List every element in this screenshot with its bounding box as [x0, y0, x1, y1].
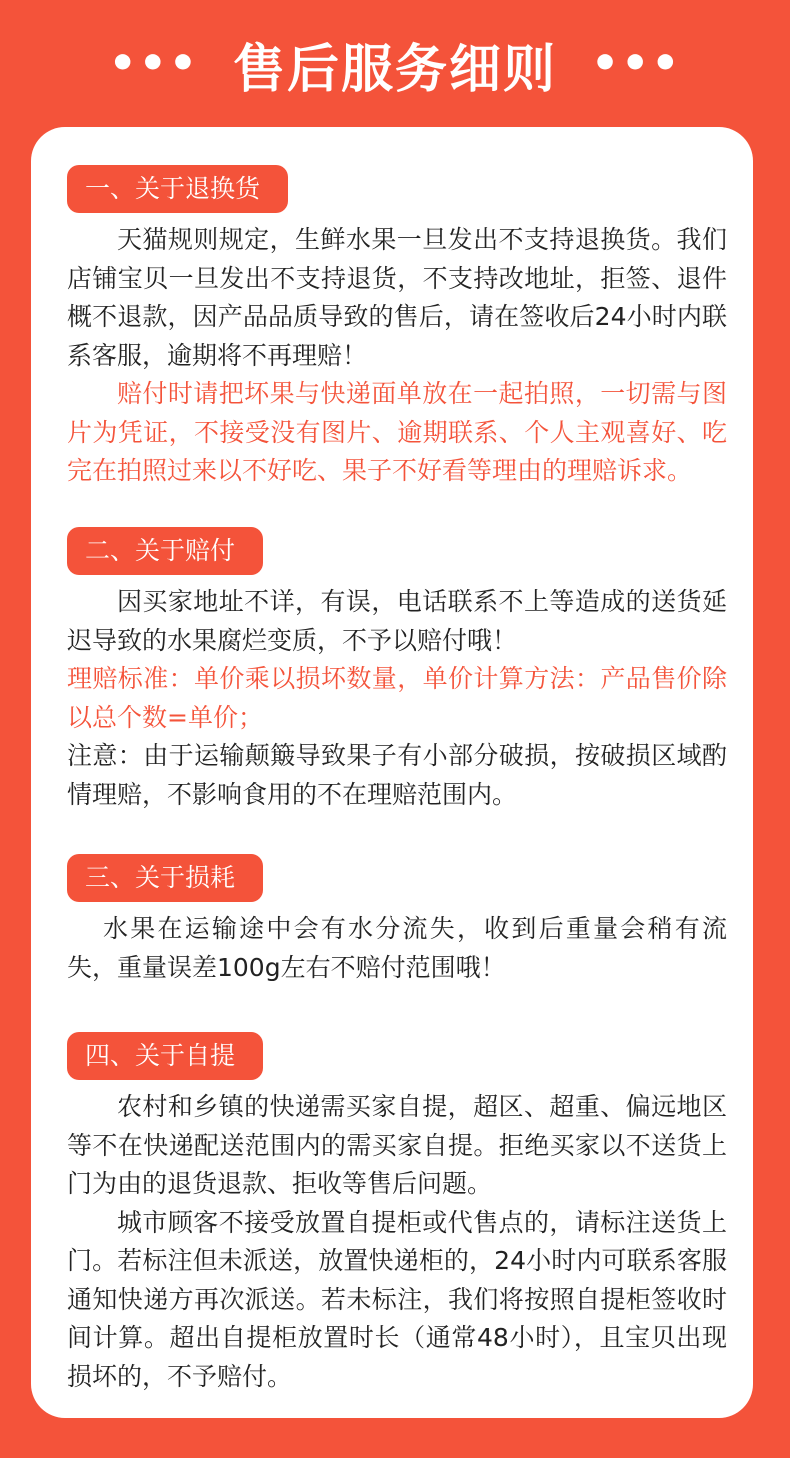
page-header — [0, 0, 790, 128]
compensation-address-text: 因买家地址不详，有误，电话联系不上等造成的送货延迟导致的水果腐烂变质，不予以赔付哦！ — [67, 587, 727, 655]
left-dots-decoration: ••• — [108, 38, 199, 89]
compensation-standard-text: 理赔标准：单价乘以损坏数量，单价计算方法：产品售价除以总个数=单价； — [67, 664, 727, 732]
section-heading-returns: 一、关于退换货 — [67, 165, 288, 213]
self-pickup-rural-text: 农村和乡镇的快递需买家自提，超区、超重、偏远地区等不在快递配送范围内的需买家自提。拒绝买家以不送货上门为由的退货退款、拒收等售后问题。 — [67, 1092, 727, 1198]
section-heading-self-pickup: 四、关于自提 — [67, 1032, 263, 1080]
section-self-pickup — [67, 1032, 727, 1396]
rules-card — [31, 127, 753, 1418]
section-heading-loss: 三、关于损耗 — [67, 854, 263, 902]
self-pickup-city-text: 城市顾客不接受放置自提柜或代售点的，请标注送货上门。若标注但未派送，放置快递柜的，24小时内可联系客服通知快递方再次派送。若未标注，我们将按照自提柜签收时间计算。超出自提柜放置时长（通常48小时），且宝贝出现损坏的，不予赔付。 — [67, 1207, 727, 1391]
returns-policy-text: 天猫规则规定，生鲜水果一旦发出不支持退换货。我们店铺宝贝一旦发出不支持退货，不支持改地址，拒签、退件概不退款，因产品品质导致的售后，请在签收后24小时内联系客服，逾期将不再理赔！ — [67, 225, 727, 370]
compensation-note-text: 注意：由于运输颠簸导致果子有小部分破损，按破损区域酌情理赔，不影响食用的不在理赔范围内。 — [67, 741, 727, 809]
section-returns — [67, 165, 727, 491]
loss-policy-text: 水果在运输途中会有水分流失，收到后重量会稍有流失，重量误差100g左右不赔付范围哦！ — [67, 914, 727, 982]
section-compensation — [67, 527, 727, 814]
section-heading-compensation: 二、关于赔付 — [67, 527, 263, 575]
right-dots-decoration: ••• — [591, 38, 682, 89]
section-loss — [67, 854, 727, 987]
returns-photo-requirement-text: 赔付时请把坏果与快递面单放在一起拍照，一切需与图片为凭证，不接受没有图片、逾期联系、个人主观喜好、吃完在拍照过来以不好吃、果子不好看等理由的理赔诉求。 — [67, 379, 727, 485]
page-title: 售后服务细则 — [232, 39, 557, 100]
